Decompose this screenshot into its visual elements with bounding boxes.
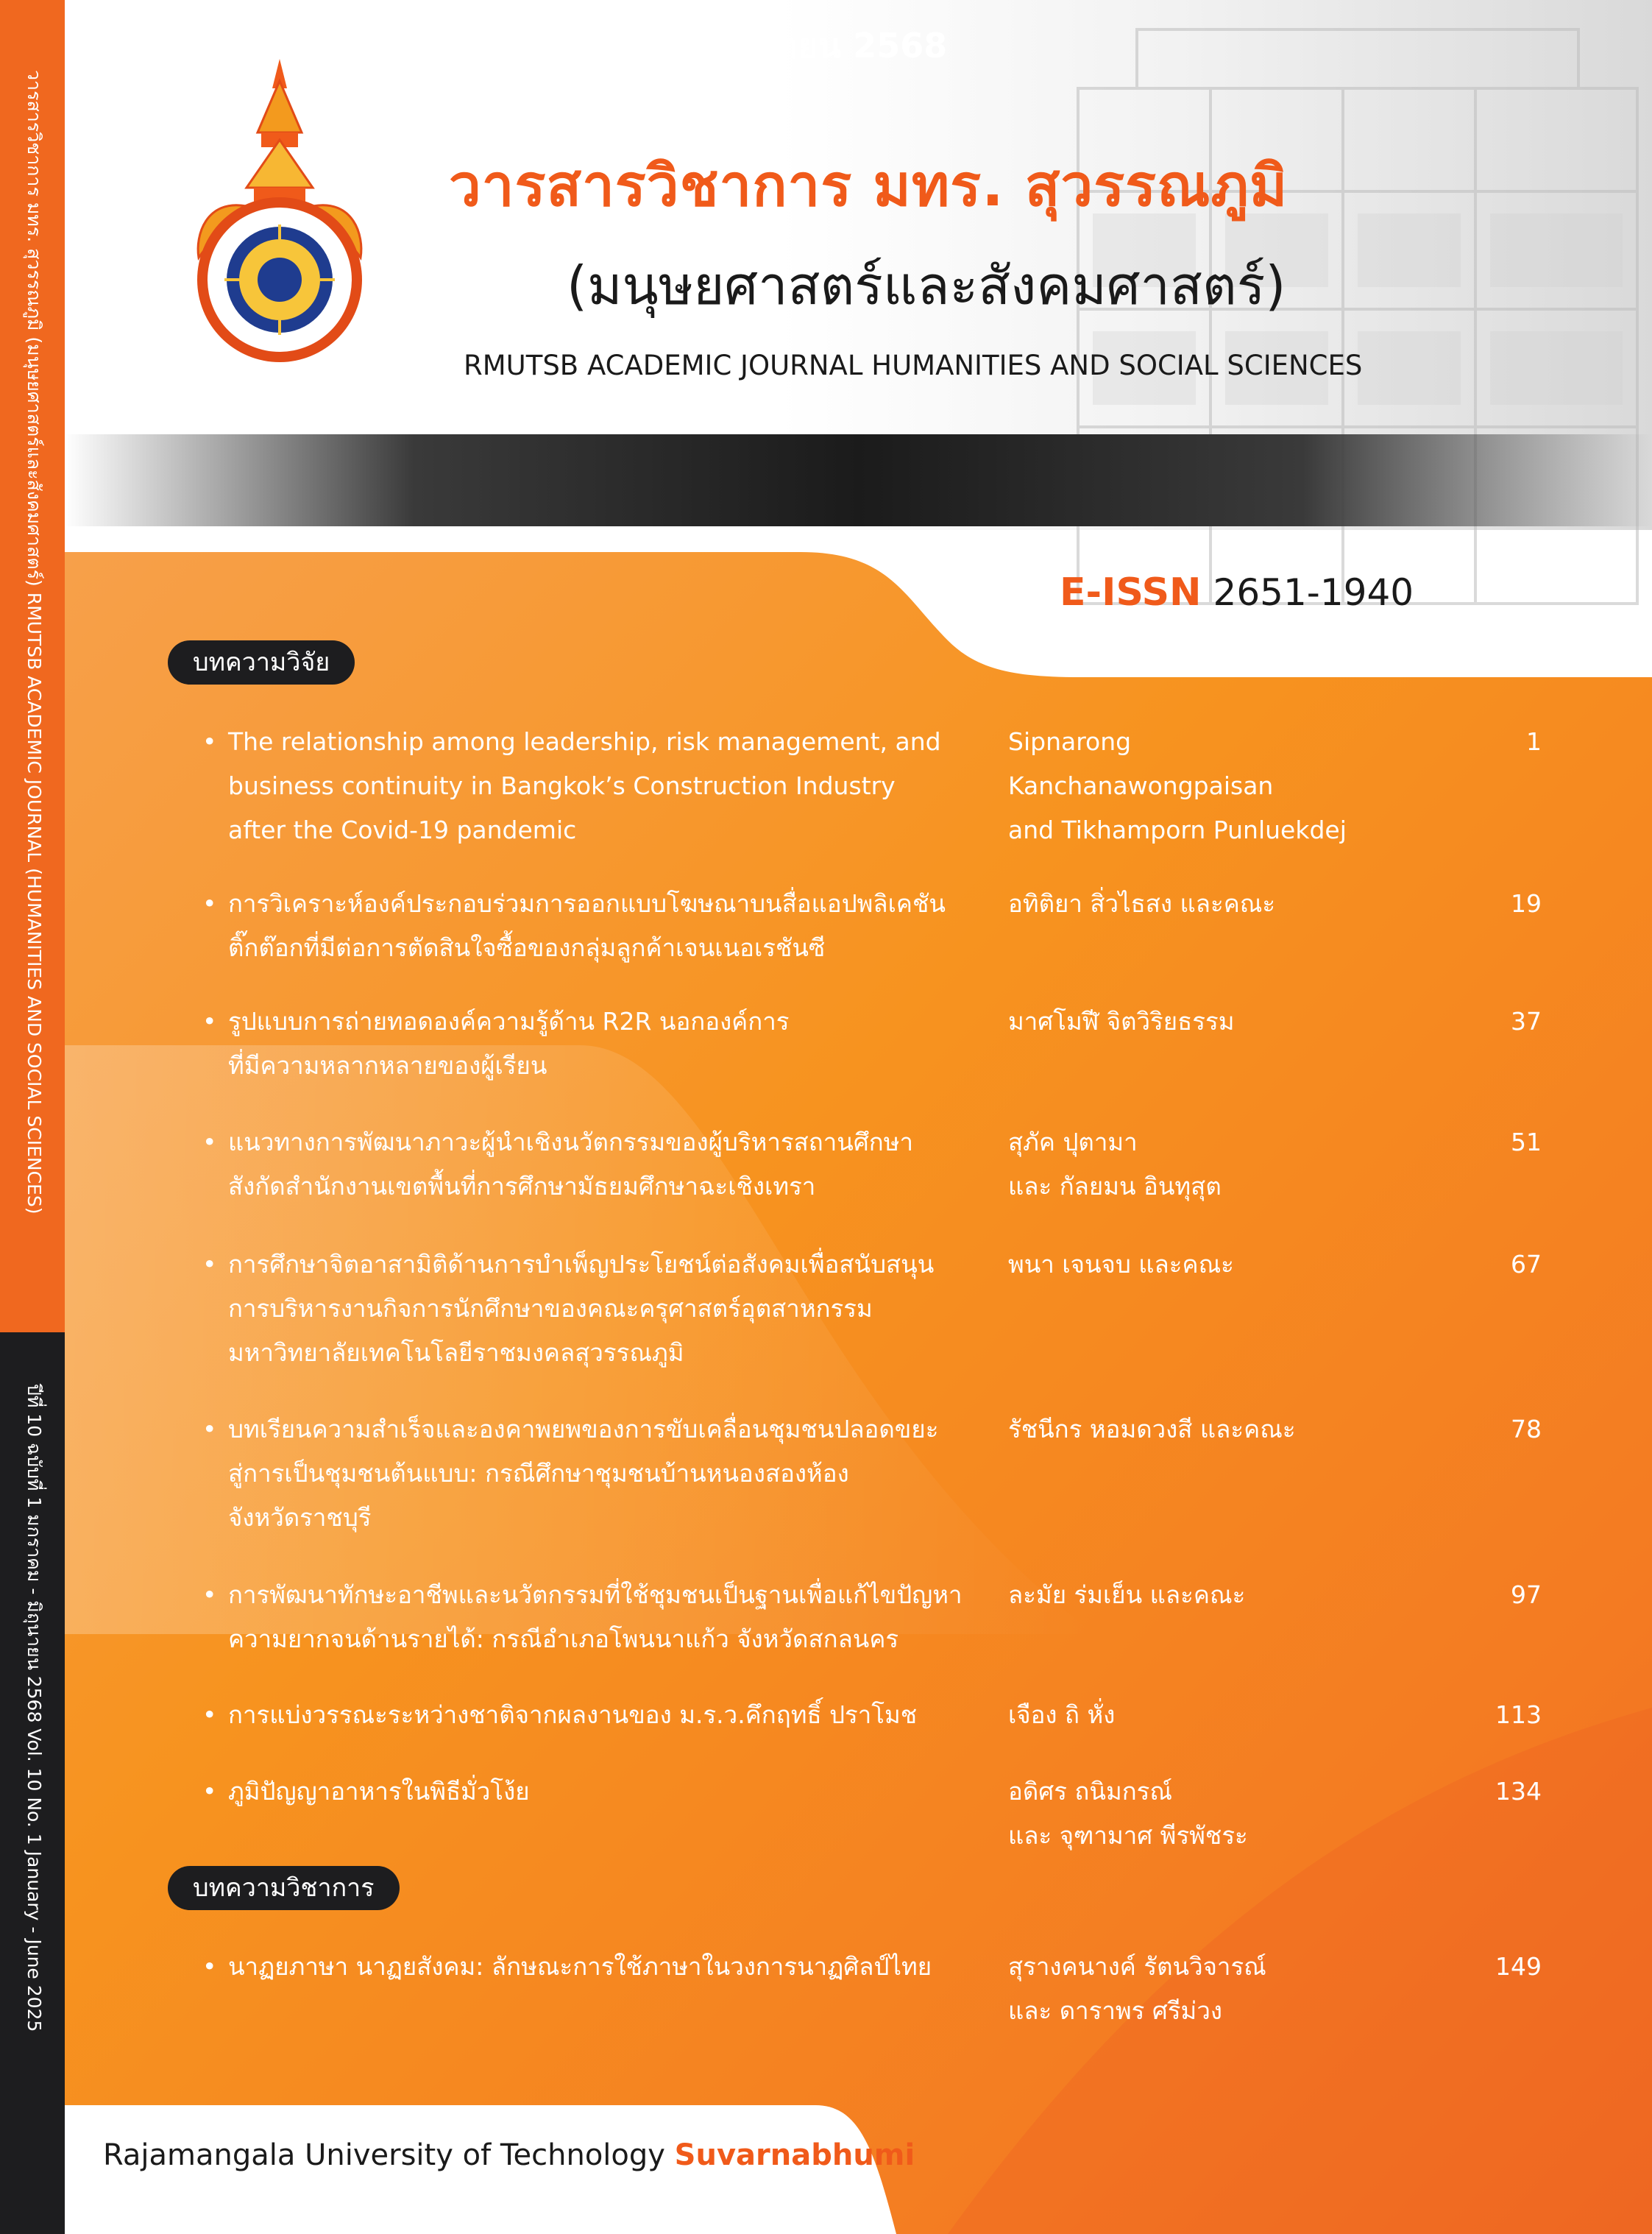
article-authors: สุรางคนางค์ รัตนวิจารณ์ และ ดาราพร ศรีม่วง [1008,1952,1266,2025]
article-title: รูปแบบการถ่ายทอดองค์ความรู้ด้าน R2R นอกองค์การ ที่มีความหลากหลายของผู้เรียน [228,1007,790,1080]
bullet-icon: • [202,1128,217,1156]
article-authors: รัชนีกร หอมดวงสี และคณะ [1008,1415,1296,1443]
spine-title-text: วารสารวิชาการ มทร. สุวรรณภูมิ (มนุษยศาสตร์และสังคมศาสตร์) RMUTSB ACADEMIC JOURNAL (HUMANITIES AND SOCIAL SCIENCES) [24,70,45,1215]
bullet-icon: • [202,1952,217,1981]
article-page: 113 [1495,1700,1542,1729]
article-page: 37 [1511,1007,1542,1036]
journal-subtitle-thai: (มนุษยศาสตร์และสังคมศาสตร์) [567,255,1286,317]
article-page: 78 [1511,1415,1542,1443]
article-title: The relationship among leadership, risk management, and business continuity in Bangkok’s Construction Industry after the Covid-19 pandemic [228,727,941,844]
eissn-number: 2651-1940 [1213,571,1414,614]
article-authors: อทิติยา สิ่วไธสง และคณะ [1008,889,1276,918]
issue-info: ปีที่ 10 ฉบับที่ 1 มกราคม - มิถุนายน 2568 [300,26,948,66]
article-authors: ละมัย ร่มเย็น และคณะ [1008,1580,1246,1609]
bullet-icon: • [202,1580,217,1609]
eissn-label: E-ISSN [1060,570,1202,615]
article-page: 134 [1495,1777,1542,1806]
article-title: แนวทางการพัฒนาภาวะผู้นำเชิงนวัตกรรมของผู้บริหารสถานศึกษา สังกัดสำนักงานเขตพื้นที่การศึกษามัธยมศึกษาฉะเชิงเทรา [228,1128,914,1201]
article-page: 19 [1511,889,1542,918]
article-authors: Sipnarong Kanchanawongpaisan and Tikhamporn Punluekdej [1008,727,1347,844]
journal-title-thai: วารสารวิชาการ มทร. สุวรรณภูมิ [449,153,1288,219]
article-title: การแบ่งวรรณะระหว่างชาติจากผลงานของ ม.ร.ว.คึกฤทธิ์ ปราโมช [228,1700,918,1729]
bullet-icon: • [202,1250,217,1279]
footer-prefix: Rajamangala University of Technology [103,2138,665,2172]
footer-accent: Suvarnabhumi [674,2138,915,2172]
article-title: การพัฒนาทักษะอาชีพและนวัตกรรมที่ใช้ชุมชนเป็นฐานเพื่อแก้ไขปัญหา ความยากจนด้านรายได้: กรณีอำเภอโพนนาแก้ว จังหวัดสกลนคร [228,1580,963,1653]
issue-band [65,434,1652,526]
university-seal-icon [177,59,383,368]
bullet-icon: • [202,1700,217,1729]
article-title: การศึกษาจิตอาสามิติด้านการบำเพ็ญประโยชน์ต่อสังคมเพื่อสนับสนุน การบริหารงานกิจการนักศึกษาของคณะครุศาสตร์อุตสาหกรรม มหาวิทยาลัยเทคโนโลยีราชมงคลสุวรรณภูมิ [228,1250,935,1367]
article-page: 149 [1495,1952,1542,1981]
article-page: 67 [1511,1250,1542,1279]
article-authors: เจือง ถิ หั่ง [1008,1700,1116,1729]
bullet-icon: • [202,889,217,918]
article-authors: อดิศร ถนิมกรณ์ และ จุฑามาศ พีรพัชระ [1008,1777,1248,1850]
bullet-icon: • [202,1007,217,1036]
article-title: ภูมิปัญญาอาหารในพิธีมั่วโง้ย [228,1777,530,1806]
university-name-footer [103,2138,915,2172]
article-page: 1 [1526,727,1542,756]
section-academic-articles: บทความวิชาการ [168,1866,400,1910]
journal-title-english: RMUTSB ACADEMIC JOURNAL HUMANITIES AND SOCIAL SCIENCES [464,350,1363,381]
cover-spine [0,0,65,2234]
article-authors: พนา เจนจบ และคณะ [1008,1250,1234,1279]
bullet-icon: • [202,1777,217,1806]
article-authors: สุภัค ปุตามา และ กัลยมน อินทุสุต [1008,1128,1222,1201]
article-title: บทเรียนความสำเร็จและองคาพยพของการขับเคลื่อนชุมชนปลอดขยะ สู่การเป็นชุมชนต้นแบบ: กรณีศึกษาชุมชนบ้านหนองสองห้อง จังหวัดราชบุรี [228,1415,939,1532]
article-title: นาฏยภาษา นาฏยสังคม: ลักษณะการใช้ภาษาในวงการนาฏศิลป์ไทย [228,1952,932,1981]
article-title: การวิเคราะห์องค์ประกอบร่วมการออกแบบโฆษณาบนสื่อแอปพลิเคชัน ติ๊กต๊อกที่มีต่อการตัดสินใจซื้อของกลุ่มลูกค้าเจนเนอเรชันซี [228,889,946,962]
eissn [1060,570,1414,615]
bullet-icon: • [202,727,217,756]
section-research-articles: บทความวิจัย [168,640,355,685]
article-page: 97 [1511,1580,1542,1609]
bullet-icon: • [202,1415,217,1443]
article-authors: มาศโมฬี จิตวิริยธรรม [1008,1007,1235,1036]
spine-issue-text: ปีที่ 10 ฉบับที่ 1 มกราคม - มิถุนายน 2568 Vol. 10 No. 1 January - June 2025 [24,1384,45,2032]
article-page: 51 [1511,1128,1542,1156]
